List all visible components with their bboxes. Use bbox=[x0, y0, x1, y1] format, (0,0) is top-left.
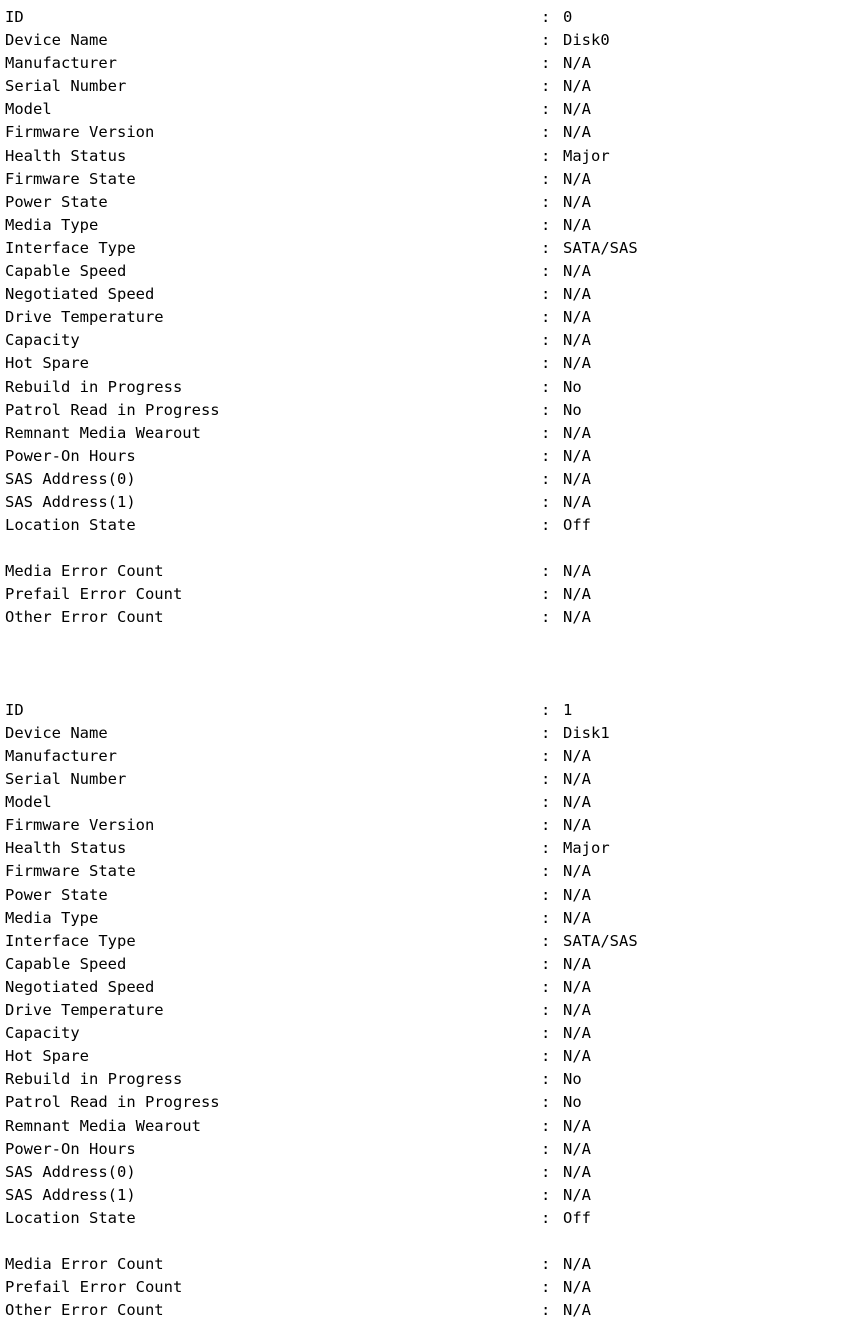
field-separator: : bbox=[541, 215, 551, 234]
info-row bbox=[5, 1207, 852, 1230]
field-label: Media Error Count bbox=[5, 562, 164, 581]
field-label: ID bbox=[5, 700, 24, 719]
field-value: N/A bbox=[563, 262, 591, 281]
field-separator: : bbox=[541, 839, 551, 858]
info-row bbox=[5, 1184, 852, 1207]
info-row bbox=[5, 468, 852, 491]
field-separator: : bbox=[541, 1301, 551, 1320]
info-row bbox=[5, 6, 852, 29]
field-label: Capable Speed bbox=[5, 954, 127, 973]
field-separator: : bbox=[541, 1001, 551, 1020]
field-separator: : bbox=[541, 331, 551, 350]
field-separator: : bbox=[541, 723, 551, 742]
field-label: Remnant Media Wearout bbox=[5, 423, 201, 442]
field-separator: : bbox=[541, 238, 551, 257]
field-label: Media Type bbox=[5, 215, 99, 234]
info-row bbox=[5, 52, 852, 75]
field-label: Capacity bbox=[5, 331, 80, 350]
info-row bbox=[5, 145, 852, 168]
info-row bbox=[5, 75, 852, 98]
field-separator: : bbox=[541, 285, 551, 304]
field-value: N/A bbox=[563, 285, 591, 304]
info-row bbox=[5, 422, 852, 445]
field-separator: : bbox=[541, 585, 551, 604]
info-row bbox=[5, 884, 852, 907]
field-value: N/A bbox=[563, 123, 591, 142]
info-row bbox=[5, 306, 852, 329]
field-value: N/A bbox=[563, 977, 591, 996]
field-value: N/A bbox=[563, 1255, 591, 1274]
field-value: N/A bbox=[563, 54, 591, 73]
field-label: Negotiated Speed bbox=[5, 285, 155, 304]
info-row bbox=[5, 168, 852, 191]
field-separator: : bbox=[541, 469, 551, 488]
field-value: N/A bbox=[563, 331, 591, 350]
field-value: N/A bbox=[563, 585, 591, 604]
field-separator: : bbox=[541, 492, 551, 511]
field-value: Off bbox=[563, 516, 591, 535]
field-label: SAS Address(1) bbox=[5, 1185, 136, 1204]
info-row bbox=[5, 260, 852, 283]
info-row bbox=[5, 907, 852, 930]
field-label: Media Error Count bbox=[5, 1255, 164, 1274]
info-row bbox=[5, 1161, 852, 1184]
field-label: Location State bbox=[5, 1208, 136, 1227]
field-separator: : bbox=[541, 1070, 551, 1089]
field-label: Patrol Read in Progress bbox=[5, 400, 220, 419]
field-label: Power State bbox=[5, 885, 108, 904]
field-separator: : bbox=[541, 770, 551, 789]
field-value: N/A bbox=[563, 100, 591, 119]
field-value: Disk1 bbox=[563, 723, 610, 742]
field-value: 0 bbox=[563, 8, 573, 26]
info-row bbox=[5, 953, 852, 976]
info-row bbox=[5, 1022, 852, 1045]
field-separator: : bbox=[541, 816, 551, 835]
field-separator: : bbox=[541, 562, 551, 581]
info-row bbox=[5, 214, 852, 237]
field-separator: : bbox=[541, 31, 551, 50]
info-row bbox=[5, 121, 852, 144]
field-label: Model bbox=[5, 793, 52, 812]
disk0-info bbox=[5, 6, 852, 630]
info-row bbox=[5, 560, 852, 583]
field-value: N/A bbox=[563, 862, 591, 881]
field-value: N/A bbox=[563, 1024, 591, 1043]
field-value: N/A bbox=[563, 885, 591, 904]
info-row bbox=[5, 1138, 852, 1161]
field-separator: : bbox=[541, 400, 551, 419]
field-label: Media Type bbox=[5, 908, 99, 927]
field-value: N/A bbox=[563, 954, 591, 973]
field-value: N/A bbox=[563, 1047, 591, 1066]
disk1-errors-group bbox=[5, 1253, 852, 1322]
field-value: Disk0 bbox=[563, 31, 610, 50]
field-separator: : bbox=[541, 747, 551, 766]
disk1-info bbox=[5, 699, 852, 1323]
info-row bbox=[5, 237, 852, 260]
field-value: SATA/SAS bbox=[563, 238, 638, 257]
field-separator: : bbox=[541, 54, 551, 73]
info-row bbox=[5, 352, 852, 375]
field-value: N/A bbox=[563, 816, 591, 835]
field-value: N/A bbox=[563, 446, 591, 465]
field-label: ID bbox=[5, 8, 24, 26]
field-label: Hot Spare bbox=[5, 354, 89, 373]
field-value: N/A bbox=[563, 308, 591, 327]
info-row bbox=[5, 1045, 852, 1068]
info-row bbox=[5, 583, 852, 606]
info-row bbox=[5, 1253, 852, 1276]
info-row bbox=[5, 491, 852, 514]
field-separator: : bbox=[541, 377, 551, 396]
info-row bbox=[5, 1299, 852, 1322]
field-label: Capable Speed bbox=[5, 262, 127, 281]
field-value: Major bbox=[563, 146, 610, 165]
field-value: N/A bbox=[563, 1139, 591, 1158]
field-separator: : bbox=[541, 608, 551, 627]
field-separator: : bbox=[541, 446, 551, 465]
field-separator: : bbox=[541, 354, 551, 373]
field-label: Remnant Media Wearout bbox=[5, 1116, 201, 1135]
field-separator: : bbox=[541, 931, 551, 950]
field-label: Hot Spare bbox=[5, 1047, 89, 1066]
field-separator: : bbox=[541, 1024, 551, 1043]
field-label: Power-On Hours bbox=[5, 1139, 136, 1158]
field-value: N/A bbox=[563, 908, 591, 927]
info-row bbox=[5, 1068, 852, 1091]
field-separator: : bbox=[541, 1185, 551, 1204]
field-separator: : bbox=[541, 1047, 551, 1066]
field-separator: : bbox=[541, 262, 551, 281]
field-label: Model bbox=[5, 100, 52, 119]
field-separator: : bbox=[541, 123, 551, 142]
field-value: N/A bbox=[563, 793, 591, 812]
field-label: Interface Type bbox=[5, 931, 136, 950]
field-value: N/A bbox=[563, 423, 591, 442]
field-label: Serial Number bbox=[5, 770, 127, 789]
field-label: Firmware State bbox=[5, 169, 136, 188]
info-row bbox=[5, 976, 852, 999]
field-separator: : bbox=[541, 908, 551, 927]
field-label: Drive Temperature bbox=[5, 308, 164, 327]
field-label: Device Name bbox=[5, 723, 108, 742]
field-separator: : bbox=[541, 1162, 551, 1181]
field-separator: : bbox=[541, 516, 551, 535]
info-row bbox=[5, 329, 852, 352]
field-label: Firmware Version bbox=[5, 123, 155, 142]
info-row bbox=[5, 191, 852, 214]
field-label: Manufacturer bbox=[5, 54, 117, 73]
field-label: Location State bbox=[5, 516, 136, 535]
field-value: N/A bbox=[563, 770, 591, 789]
info-row bbox=[5, 930, 852, 953]
field-value: N/A bbox=[563, 1001, 591, 1020]
field-label: Patrol Read in Progress bbox=[5, 1093, 220, 1112]
field-separator: : bbox=[541, 1255, 551, 1274]
field-separator: : bbox=[541, 169, 551, 188]
field-label: Drive Temperature bbox=[5, 1001, 164, 1020]
info-row bbox=[5, 814, 852, 837]
field-separator: : bbox=[541, 977, 551, 996]
field-label: Manufacturer bbox=[5, 747, 117, 766]
field-label: Negotiated Speed bbox=[5, 977, 155, 996]
group-spacer bbox=[5, 1230, 852, 1253]
field-value: N/A bbox=[563, 1162, 591, 1181]
field-value: N/A bbox=[563, 747, 591, 766]
field-label: Rebuild in Progress bbox=[5, 377, 183, 396]
field-value: N/A bbox=[563, 354, 591, 373]
info-row bbox=[5, 283, 852, 306]
info-row bbox=[5, 445, 852, 468]
info-row bbox=[5, 745, 852, 768]
info-row bbox=[5, 791, 852, 814]
field-value: N/A bbox=[563, 1116, 591, 1135]
field-label: Health Status bbox=[5, 146, 127, 165]
field-value: No bbox=[563, 1093, 582, 1112]
field-value: No bbox=[563, 377, 582, 396]
field-separator: : bbox=[541, 8, 551, 26]
field-separator: : bbox=[541, 1208, 551, 1227]
info-row bbox=[5, 860, 852, 883]
info-row bbox=[5, 1091, 852, 1114]
field-label: Device Name bbox=[5, 31, 108, 50]
field-label: Prefail Error Count bbox=[5, 585, 183, 604]
field-separator: : bbox=[541, 192, 551, 211]
field-value: N/A bbox=[563, 562, 591, 581]
field-label: Prefail Error Count bbox=[5, 1278, 183, 1297]
info-row bbox=[5, 376, 852, 399]
disk0-errors-group bbox=[5, 560, 852, 629]
field-label: Interface Type bbox=[5, 238, 136, 257]
field-label: Firmware Version bbox=[5, 816, 155, 835]
info-row bbox=[5, 29, 852, 52]
field-label: Serial Number bbox=[5, 77, 127, 96]
info-row bbox=[5, 837, 852, 860]
field-label: Rebuild in Progress bbox=[5, 1070, 183, 1089]
field-value: N/A bbox=[563, 608, 591, 627]
field-label: Other Error Count bbox=[5, 1301, 164, 1320]
field-separator: : bbox=[541, 885, 551, 904]
field-value: Off bbox=[563, 1208, 591, 1227]
field-separator: : bbox=[541, 1139, 551, 1158]
field-value: N/A bbox=[563, 169, 591, 188]
block-spacer bbox=[5, 630, 852, 699]
field-separator: : bbox=[541, 954, 551, 973]
field-label: Power-On Hours bbox=[5, 446, 136, 465]
field-label: Capacity bbox=[5, 1024, 80, 1043]
field-separator: : bbox=[541, 146, 551, 165]
group-spacer bbox=[5, 537, 852, 560]
field-value: SATA/SAS bbox=[563, 931, 638, 950]
field-separator: : bbox=[541, 423, 551, 442]
field-value: N/A bbox=[563, 469, 591, 488]
info-row bbox=[5, 768, 852, 791]
info-row bbox=[5, 722, 852, 745]
field-value: N/A bbox=[563, 192, 591, 211]
field-separator: : bbox=[541, 793, 551, 812]
field-separator: : bbox=[541, 1278, 551, 1297]
field-label: SAS Address(1) bbox=[5, 492, 136, 511]
field-separator: : bbox=[541, 1116, 551, 1135]
field-label: Firmware State bbox=[5, 862, 136, 881]
field-separator: : bbox=[541, 308, 551, 327]
field-label: Health Status bbox=[5, 839, 127, 858]
field-value: N/A bbox=[563, 1301, 591, 1320]
field-value: No bbox=[563, 400, 582, 419]
field-value: N/A bbox=[563, 492, 591, 511]
info-row bbox=[5, 999, 852, 1022]
field-value: N/A bbox=[563, 215, 591, 234]
field-label: SAS Address(0) bbox=[5, 469, 136, 488]
info-row bbox=[5, 1115, 852, 1138]
field-separator: : bbox=[541, 77, 551, 96]
field-separator: : bbox=[541, 700, 551, 719]
field-separator: : bbox=[541, 1093, 551, 1112]
field-separator: : bbox=[541, 862, 551, 881]
info-row bbox=[5, 1276, 852, 1299]
field-label: Power State bbox=[5, 192, 108, 211]
info-row bbox=[5, 699, 852, 722]
field-label: Other Error Count bbox=[5, 608, 164, 627]
field-value: 1 bbox=[563, 700, 573, 719]
info-row bbox=[5, 399, 852, 422]
field-separator: : bbox=[541, 100, 551, 119]
disk0-primary-group bbox=[5, 6, 852, 537]
info-row bbox=[5, 514, 852, 537]
field-value: N/A bbox=[563, 1185, 591, 1204]
field-value: No bbox=[563, 1070, 582, 1089]
field-label: SAS Address(0) bbox=[5, 1162, 136, 1181]
info-row bbox=[5, 606, 852, 629]
disk1-primary-group bbox=[5, 699, 852, 1230]
field-value: N/A bbox=[563, 77, 591, 96]
field-value: Major bbox=[563, 839, 610, 858]
info-row bbox=[5, 98, 852, 121]
field-value: N/A bbox=[563, 1278, 591, 1297]
